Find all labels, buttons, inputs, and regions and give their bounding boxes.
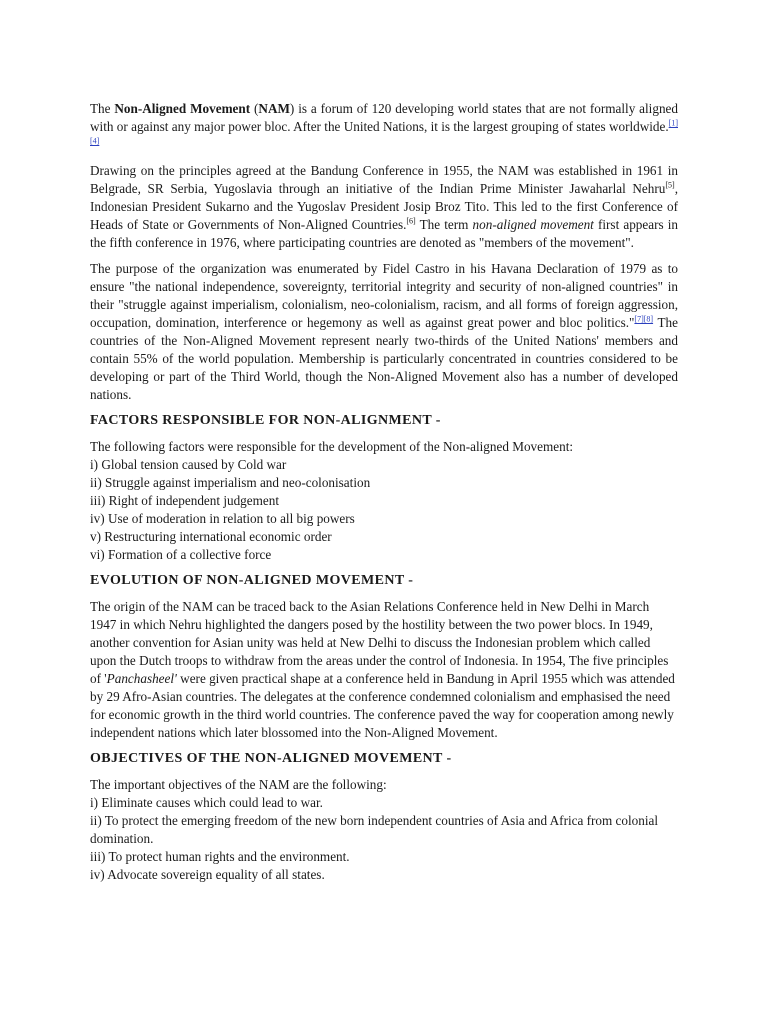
evolution-text: were given practical shape at a conference held in Bandung in April 1955 which was attended by 29 Afro-Asian countries. The delegates at the conference condemned colonialism and emphasised the need for economic growth in the third world countries. The conference paved the way for cooperation among newly independent nations which later blossomed into the Non-Aligned Movement.: [90, 671, 675, 740]
objectives-intro: The important objectives of the NAM are the following:: [90, 777, 387, 792]
history-text: first appears in the fifth conference in 1976, where participating countries are denoted as "members of the movement".: [90, 217, 679, 250]
history-text: , Indonesian President Sukarno and the Yugoslav President Josip Broz Tito. This led to the first Conference of Heads of State or Governments of Non-Aligned Countries.: [90, 181, 678, 232]
purpose-paragraph: [90, 260, 678, 404]
list-item: i) Global tension caused by Cold war: [90, 457, 287, 472]
nam-full-name: Non-Aligned Movement: [114, 101, 251, 116]
intro-text: (: [250, 101, 259, 116]
term-italic: Panchasheel': [106, 671, 177, 686]
nam-abbreviation: NAM: [258, 101, 290, 116]
list-item: iv) Use of moderation in relation to all big powers: [90, 511, 355, 526]
citation-mark: [5]: [665, 180, 675, 190]
list-item: i) Eliminate causes which could lead to war.: [90, 795, 323, 810]
citation-mark: [6]: [406, 216, 416, 226]
intro-text: ) is a forum of 120 developing world states that are not formally aligned with or against any major power bloc. After the United Nations, it is the largest grouping of states worldwide.: [90, 101, 678, 134]
factors-list: [90, 438, 678, 564]
list-item: ii) Struggle against imperialism and neo-colonisation: [90, 475, 371, 490]
purpose-text: The purpose of the organization was enumerated by Fidel Castro in his Havana Declaration of 1979 as to ensure "the national independence, sovereignty, territorial integrity and security of non-aligned countries" in their "struggle against imperialism, colonialism, neo-colonialism, racism, and all forms of foreign aggression, occupation, domination, interference or hegemony as well as against great power and bloc politics.": [90, 261, 678, 330]
factors-intro: The following factors were responsible for the development of the Non-aligned Movement:: [90, 439, 574, 454]
citation-link[interactable]: [1][4]: [90, 118, 678, 146]
list-item: iii) To protect human rights and the environment.: [90, 849, 350, 864]
objectives-list: [90, 776, 678, 884]
list-item: v) Restructuring international economic order: [90, 529, 332, 544]
history-paragraph: [90, 162, 678, 252]
list-item: vi) Formation of a collective force: [90, 547, 272, 562]
document-body: [90, 100, 678, 892]
objectives-heading: OBJECTIVES OF THE NON-ALIGNED MOVEMENT -: [90, 751, 452, 766]
factors-heading: FACTORS RESPONSIBLE FOR NON-ALIGNMENT -: [90, 413, 441, 428]
list-item: ii) To protect the emerging freedom of the new born independent countries of Asia and Africa from colonial domination.: [90, 813, 659, 846]
evolution-heading: EVOLUTION OF NON-ALIGNED MOVEMENT -: [90, 573, 414, 588]
intro-paragraph: [90, 100, 678, 154]
list-item: iv) Advocate sovereign equality of all states.: [90, 867, 325, 882]
history-text: The term: [415, 217, 473, 232]
intro-text: The: [90, 101, 115, 116]
evolution-text: The origin of the NAM can be traced back to the Asian Relations Conference held in New Delhi in March 1947 in which Nehru highlighted the dangers posed by the hostility between the two power blocs. In 1949, another convention for Asian unity was held at New Delhi to discuss the Indonesian problem which called upon the Dutch troops to withdraw from the areas under the control of Indonesia. In 1954, The five principles of ': [90, 599, 669, 686]
purpose-text: The countries of the Non-Aligned Movement represent nearly two-thirds of the United Nations' members and contain 55% of the world population. Membership is particularly concentrated in countries considered to be developing or part of the Third World, though the Non-Aligned Movement also has a number of developed nations.: [90, 315, 678, 402]
evolution-paragraph: [90, 598, 678, 742]
term-italic: non-aligned movement: [472, 217, 594, 232]
history-text: Drawing on the principles agreed at the Bandung Conference in 1955, the NAM was established in 1961 in Belgrade, SR Serbia, Yugoslavia through an initiative of the Indian Prime Minister Jawaharlal Nehru: [90, 163, 678, 196]
citation-link[interactable]: [7][8]: [634, 314, 654, 324]
list-item: iii) Right of independent judgement: [90, 493, 279, 508]
